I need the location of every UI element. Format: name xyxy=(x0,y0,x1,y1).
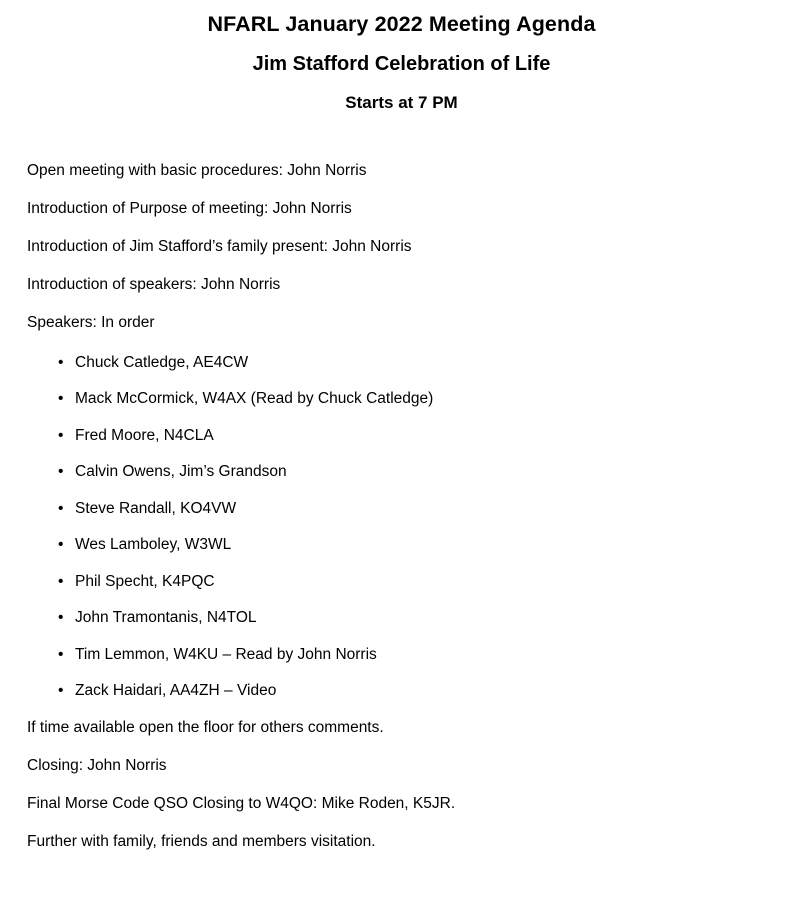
agenda-closing-lines xyxy=(27,720,773,850)
agenda-line: Closing: John Norris xyxy=(27,756,167,774)
list-item-label: Fred Moore, N4CLA xyxy=(75,426,214,444)
agenda-line: Speakers: In order xyxy=(27,313,155,331)
agenda-line: Introduction of Jim Stafford’s family present: John Norris xyxy=(27,237,412,255)
list-item xyxy=(27,501,773,538)
bullet-icon: • xyxy=(58,390,64,407)
agenda-line: Further with family, friends and members visitation. xyxy=(27,832,376,850)
list-item-label: Phil Specht, K4PQC xyxy=(75,572,215,590)
bullet-icon: • xyxy=(58,682,64,699)
bullet-icon: • xyxy=(58,572,64,590)
list-item-label: Calvin Owens, Jim’s Grandson xyxy=(75,463,287,480)
agenda-intro-lines xyxy=(27,163,773,353)
list-item xyxy=(27,574,773,611)
list-item-label: Steve Randall, KO4VW xyxy=(75,499,237,517)
bullet-icon: • xyxy=(58,353,64,371)
bullet-icon: • xyxy=(58,645,64,663)
page-title: NFARL January 2022 Meeting Agenda xyxy=(207,12,596,36)
list-item xyxy=(27,610,773,647)
list-item-label: John Tramontanis, N4TOL xyxy=(75,609,257,626)
bullet-icon: • xyxy=(58,609,64,626)
list-item xyxy=(27,647,773,684)
bullet-icon: • xyxy=(58,463,64,480)
list-item-label: Wes Lamboley, W3WL xyxy=(75,536,232,553)
agenda-line: If time available open the floor for others comments. xyxy=(27,718,384,736)
bullet-icon: • xyxy=(58,426,64,444)
list-item-label: Chuck Catledge, AE4CW xyxy=(75,353,249,371)
agenda-line: Open meeting with basic procedures: John Norris xyxy=(27,161,367,179)
page-subtitle: Jim Stafford Celebration of Life xyxy=(252,52,551,75)
agenda-line: Final Morse Code QSO Closing to W4QO: Mike Roden, K5JR. xyxy=(27,794,456,812)
list-item-label: Tim Lemmon, W4KU – Read by John Norris xyxy=(75,645,377,663)
list-item-label: Zack Haidari, AA4ZH – Video xyxy=(75,682,277,699)
speakers-list xyxy=(27,353,773,720)
list-item xyxy=(27,683,773,720)
list-item xyxy=(27,537,773,574)
agenda-line: Introduction of Purpose of meeting: John Norris xyxy=(27,199,352,217)
list-item xyxy=(27,464,773,501)
page-start-time: Starts at 7 PM xyxy=(345,92,458,112)
list-item xyxy=(27,391,773,428)
list-item xyxy=(27,428,773,465)
agenda-line: Introduction of speakers: John Norris xyxy=(27,275,281,293)
document-headings xyxy=(0,0,803,111)
list-item xyxy=(27,355,773,392)
bullet-icon: • xyxy=(58,536,64,553)
bullet-icon: • xyxy=(58,499,64,517)
document-body xyxy=(0,111,803,850)
list-item-label: Mack McCormick, W4AX (Read by Chuck Catledge) xyxy=(75,390,434,407)
